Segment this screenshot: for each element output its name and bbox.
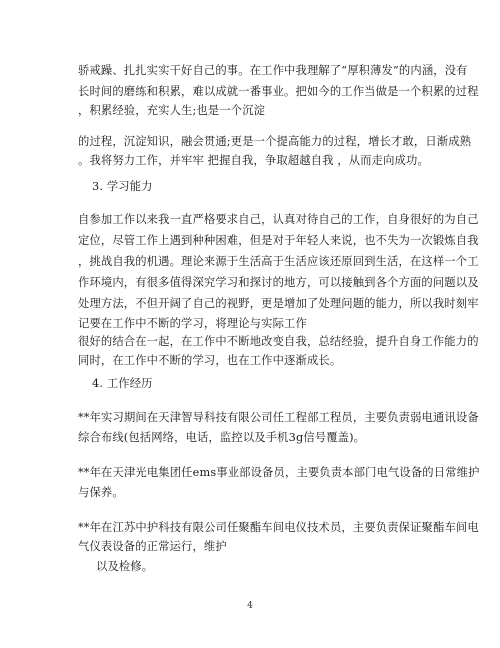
paragraph-line: 长时间的磨练和积累，难以成就一番事业。把如今的工作当做是一个积累的过程	[78, 85, 479, 98]
paragraph-line: **年实习期间在天津智导科技有限公司任工程部工程员，主要负责弱电通讯设备	[78, 411, 479, 424]
paragraph-line: 自参加工作以来我一直严格要求自己，认真对待自己的工作，自身很好的为自己	[78, 213, 479, 226]
paragraph-line: 骄戒躁、扎扎实实干好自己的事。在工作中我理解了“厚积薄发”的内涵，没有	[78, 64, 468, 77]
paragraph-line: 的过程，沉淀知识，融会贯通;更是一个提高能力的过程，增长才敢，日渐成熟	[78, 135, 472, 148]
paragraph-line: 处理方法，不但开阔了自己的视野，更是增加了处理问题的能力，所以我时刻牢	[78, 297, 479, 310]
paragraph-line: 与保养。	[78, 486, 124, 499]
paragraph-line: 。我将努力工作，并牢牢 把握自我，争取超越自我 ，从而走向成功。	[78, 154, 429, 167]
paragraph-line: 记要在工作中不断的学习，将理论与实际工作	[78, 317, 307, 330]
paragraph-line: 气仪表设备的正常运行，维护	[78, 540, 227, 553]
paragraph-line: ，积累经验，充实人生;也是一个沉淀	[78, 104, 266, 117]
paragraph-line: **年在天津光电集团任ems事业部设备员，主要负责本部门电气设备的日常维护	[78, 466, 480, 479]
paragraph-line: **年在江苏中护科技有限公司任聚酯车间电仪技术员，主要负责保证聚酯车间电	[78, 521, 479, 534]
page-number: 4	[247, 601, 253, 611]
paragraph-line: 很好的结合在一起，在工作中不断地改变自我，总结经验，提升自身工作能力的	[78, 335, 479, 348]
paragraph-line: 同时，在工作中不断的学习，也在工作中逐渐成长。	[78, 354, 342, 367]
paragraph-line: 作环境内，有很多值得深究学习和探讨的地方，可以接触到各个方面的问题以及	[78, 276, 479, 289]
paragraph-line: 定位，尽管工作上遇到种种困难，但是对于年轻人来说，也不失为一次锻炼自我	[78, 234, 479, 247]
section-heading: 4. 工作经历	[92, 377, 153, 390]
paragraph-line: ，挑战自我的机遇。理论来源于生活高于生活应该还原回到生活，在这样一个工	[78, 255, 479, 268]
paragraph-line: 综合布线(包括网络，电话，监控以及手机3g信号覆盖)。	[78, 431, 366, 444]
section-heading: 3. 学习能力	[92, 180, 153, 193]
paragraph-line: 以及检修。	[96, 560, 154, 573]
